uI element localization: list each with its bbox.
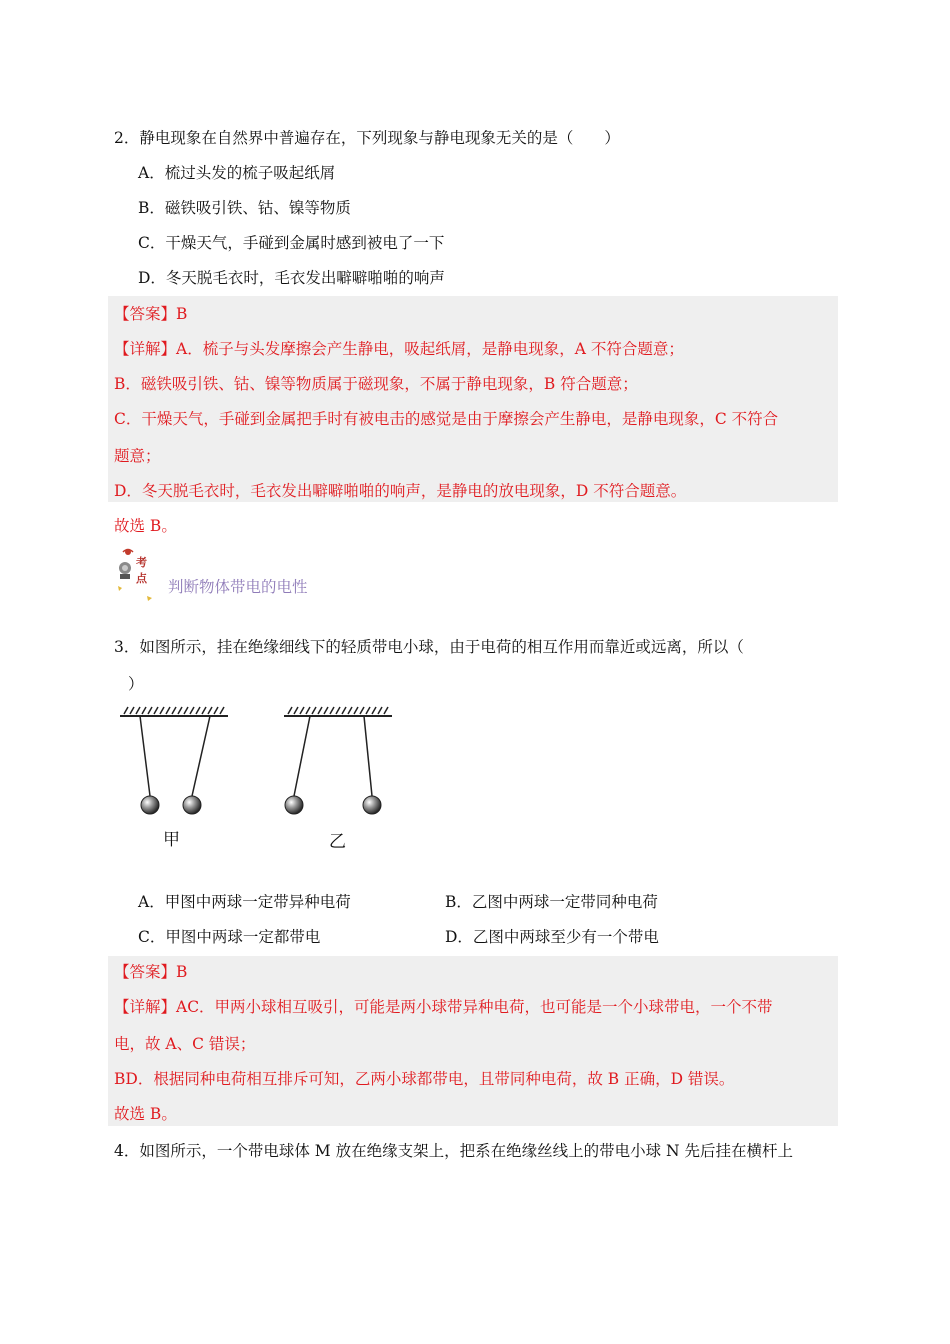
support-yi xyxy=(284,707,392,814)
q3-detail-2: 电，故 A、C 错误； xyxy=(114,1035,256,1053)
q2-detail-2: B．磁铁吸引铁、钴、镍等物质属于磁现象，不属于静电现象，B 符合题意； xyxy=(114,375,638,393)
q3-stem-line-2: ） xyxy=(128,675,144,693)
q2-detail-4: 题意； xyxy=(114,447,161,465)
q2-option-c: C．干燥天气，手碰到金属时感到被电了一下 xyxy=(138,234,445,252)
kaodian-text: 判断物体带电的电性 xyxy=(168,578,308,596)
q3-option-b: B．乙图中两球一定带同种电荷 xyxy=(445,893,658,911)
q2-option-a: A．梳过头发的梳子吸起纸屑 xyxy=(138,164,336,182)
q2-answer: 【答案】B xyxy=(114,305,188,323)
q3-stem-line-1: 3．如图所示，挂在绝缘细线下的轻质带电小球，由于电荷的相互作用而靠近或远离，所以（ xyxy=(114,638,744,656)
q3-answer: 【答案】B xyxy=(114,963,188,981)
q4-stem: 4．如图所示，一个带电球体 M 放在绝缘支架上，把系在绝缘丝线上的带电小球 N 先后挂在横杆上 xyxy=(114,1142,794,1160)
kaodian-char-2: 点 xyxy=(136,572,147,585)
q2-detail-5: D．冬天脱毛衣时，毛衣发出噼噼啪啪的响声，是静电的放电现象，D 不符合题意。 xyxy=(114,482,687,500)
support-jia xyxy=(120,707,228,814)
q2-answer-panel xyxy=(108,296,838,502)
q3-detail-1: 【详解】AC．甲两小球相互吸引，可能是两小球带异种电荷，也可能是一个小球带电，一个不带 xyxy=(114,998,773,1016)
kaodian-char-1: 考 xyxy=(136,556,147,569)
q2-stem: 2．静电现象在自然界中普遍存在，下列现象与静电现象无关的是（ ） xyxy=(114,129,620,147)
q2-conclusion: 故选 B。 xyxy=(114,517,177,535)
q2-option-b: B．磁铁吸引铁、钴、镍等物质 xyxy=(138,199,351,217)
pendulum-figure xyxy=(110,700,410,860)
q3-option-c: C．甲图中两球一定都带电 xyxy=(138,928,321,946)
figure-label-jia: 甲 xyxy=(163,830,180,850)
q2-detail-1: 【详解】A．梳子与头发摩擦会产生静电，吸起纸屑，是静电现象，A 不符合题意； xyxy=(114,340,684,358)
q3-detail-3: BD．根据同种电荷相互排斥可知，乙两小球都带电，且带同种电荷，故 B 正确，D 错误。 xyxy=(114,1070,735,1088)
q2-detail-3: C．干燥天气，手碰到金属把手时有被电击的感觉是由于摩擦会产生静电，是静电现象，C 不符合 xyxy=(114,410,779,428)
q2-option-d: D．冬天脱毛衣时，毛衣发出噼噼啪啪的响声 xyxy=(138,269,445,287)
q3-option-d: D．乙图中两球至少有一个带电 xyxy=(445,928,659,946)
q3-detail-4: 故选 B。 xyxy=(114,1105,177,1123)
kaodian-icon xyxy=(114,546,156,602)
figure-label-yi: 乙 xyxy=(329,832,346,852)
q3-option-a: A．甲图中两球一定带异种电荷 xyxy=(138,893,351,911)
